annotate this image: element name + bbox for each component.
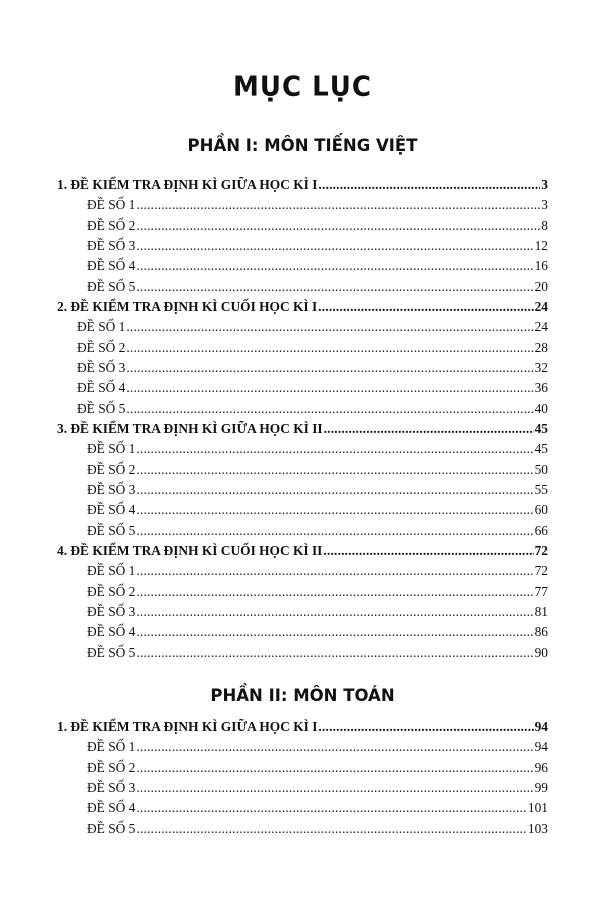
- page-number: 94: [534, 719, 548, 734]
- page-number: 55: [534, 481, 548, 497]
- toc-entry[interactable]: [57, 758, 548, 778]
- dot-leader: [126, 338, 533, 358]
- dot-leader: [136, 439, 533, 459]
- page-number: 32: [534, 359, 548, 375]
- page-number: 86: [534, 624, 548, 640]
- toc-entry[interactable]: [57, 521, 548, 541]
- entry-label: ĐỀ SỐ 1: [77, 319, 126, 335]
- entry-label: ĐỀ SỐ 4: [77, 380, 126, 396]
- toc-entry[interactable]: [57, 317, 548, 337]
- toc-entry[interactable]: [57, 338, 548, 358]
- dot-leader: [136, 758, 533, 778]
- dot-leader: [318, 717, 533, 737]
- page-number: 36: [534, 380, 548, 396]
- entry-label: ĐỀ SỐ 3: [87, 481, 136, 497]
- dot-leader: [136, 819, 527, 839]
- page-number: 20: [534, 278, 548, 294]
- dot-leader: [136, 277, 533, 297]
- dot-leader: [136, 195, 540, 215]
- entry-label: ĐỀ SỐ 3: [87, 237, 136, 253]
- entry-label: 1. ĐỀ KIỂM TRA ĐỊNH KÌ GIỮA HỌC KÌ I: [57, 177, 318, 192]
- toc-entry[interactable]: [57, 277, 548, 297]
- toc-entry[interactable]: [57, 358, 548, 378]
- dot-leader: [136, 216, 540, 236]
- page-number: 12: [534, 237, 548, 253]
- dot-leader: [136, 561, 533, 581]
- page-number: 96: [534, 759, 548, 775]
- toc-entry[interactable]: [57, 460, 548, 480]
- entry-label: ĐỀ SỐ 5: [87, 522, 136, 538]
- toc-section-entry[interactable]: [57, 297, 548, 317]
- dot-leader: [323, 541, 533, 561]
- toc-entry[interactable]: [57, 737, 548, 757]
- part-heading: PHẦN I: MÔN TIẾNG VIỆT: [187, 136, 418, 155]
- entry-label: ĐỀ SỐ 4: [87, 502, 136, 518]
- dot-leader: [136, 521, 533, 541]
- dot-leader: [136, 500, 533, 520]
- page-number: 40: [534, 400, 548, 416]
- entry-label: ĐỀ SỐ 1: [87, 563, 136, 579]
- page-number: 101: [527, 800, 548, 816]
- dot-leader: [136, 480, 533, 500]
- dot-leader: [136, 798, 527, 818]
- toc-entry[interactable]: [57, 236, 548, 256]
- toc-entry[interactable]: [57, 643, 548, 663]
- toc-entry[interactable]: [57, 778, 548, 798]
- page-number: 24: [534, 298, 548, 314]
- page-number: 77: [534, 583, 548, 599]
- toc-entry[interactable]: [57, 500, 548, 520]
- dot-leader: [136, 460, 533, 480]
- dot-leader: [324, 419, 534, 439]
- toc-part-1: [57, 175, 548, 663]
- page-number: 45: [534, 420, 548, 436]
- dot-leader: [136, 582, 533, 602]
- dot-leader: [136, 622, 533, 642]
- page-number: 45: [534, 441, 548, 457]
- entry-label: ĐỀ SỐ 2: [87, 217, 136, 233]
- entry-label: ĐỀ SỐ 5: [77, 400, 126, 416]
- toc-entry[interactable]: [57, 195, 548, 215]
- dot-leader: [136, 643, 533, 663]
- entry-label: ĐỀ SỐ 4: [87, 624, 136, 640]
- page-number: 16: [534, 258, 548, 274]
- entry-label: ĐỀ SỐ 5: [87, 820, 136, 836]
- entry-label: ĐỀ SỐ 3: [77, 359, 126, 375]
- entry-label: ĐỀ SỐ 2: [77, 339, 126, 355]
- toc-entry[interactable]: [57, 561, 548, 581]
- toc-section-entry[interactable]: [57, 717, 548, 737]
- dot-leader: [136, 737, 533, 757]
- page-number: 8: [541, 217, 548, 233]
- entry-label: ĐỀ SỐ 1: [87, 739, 136, 755]
- entry-label: 1. ĐỀ KIỂM TRA ĐỊNH KÌ GIỮA HỌC KÌ I: [57, 719, 318, 734]
- dot-leader: [136, 602, 533, 622]
- dot-leader: [126, 317, 533, 337]
- entry-label: ĐỀ SỐ 3: [87, 603, 136, 619]
- toc-entry[interactable]: [57, 622, 548, 642]
- entry-label: ĐỀ SỐ 1: [87, 197, 136, 213]
- entry-label: ĐỀ SỐ 2: [87, 759, 136, 775]
- toc-entry[interactable]: [57, 378, 548, 398]
- entry-label: ĐỀ SỐ 4: [87, 800, 136, 816]
- page-number: 28: [534, 339, 548, 355]
- dot-leader: [136, 256, 533, 276]
- entry-label: 3. ĐỀ KIỂM TRA ĐỊNH KÌ GIỮA HỌC KÌ II: [57, 420, 323, 436]
- page-number: 72: [534, 542, 548, 558]
- page-number: 90: [534, 644, 548, 660]
- toc-entry[interactable]: [57, 582, 548, 602]
- page-number: 94: [534, 739, 548, 755]
- page-number: 3: [541, 197, 548, 213]
- entry-label: ĐỀ SỐ 5: [87, 278, 136, 294]
- toc-section-entry[interactable]: [57, 541, 548, 561]
- page-number: 99: [534, 779, 548, 795]
- toc-entry[interactable]: [57, 480, 548, 500]
- toc-entry[interactable]: [57, 216, 548, 236]
- dot-leader: [126, 399, 533, 419]
- page-number: 103: [527, 820, 548, 836]
- dot-leader: [318, 175, 540, 195]
- toc-entry[interactable]: [57, 439, 548, 459]
- toc-entry[interactable]: [57, 602, 548, 622]
- part-heading: PHẦN II: MÔN TOÁN: [210, 686, 395, 705]
- page-number: 60: [534, 502, 548, 518]
- toc-entry[interactable]: [57, 399, 548, 419]
- page-number: 50: [534, 461, 548, 477]
- entry-label: 2. ĐỀ KIỂM TRA ĐỊNH KÌ CUỐI HỌC KÌ I: [57, 298, 318, 314]
- toc-entry[interactable]: [57, 819, 548, 839]
- entry-label: ĐỀ SỐ 2: [87, 461, 136, 477]
- dot-leader: [136, 236, 533, 256]
- entry-label: ĐỀ SỐ 4: [87, 258, 136, 274]
- page-title: MỤC LỤC: [233, 71, 372, 103]
- dot-leader: [126, 358, 533, 378]
- toc-section-entry[interactable]: [57, 175, 548, 195]
- dot-leader: [126, 378, 533, 398]
- entry-label: 4. ĐỀ KIỂM TRA ĐỊNH KÌ CUỐI HỌC KÌ II: [57, 542, 323, 558]
- toc-entry[interactable]: [57, 798, 548, 818]
- page-number: 66: [534, 522, 548, 538]
- page-number: 3: [541, 177, 548, 192]
- toc-part-2: [57, 717, 548, 839]
- entry-label: ĐỀ SỐ 2: [87, 583, 136, 599]
- page-number: 24: [534, 319, 548, 335]
- entry-label: ĐỀ SỐ 1: [87, 441, 136, 457]
- dot-leader: [136, 778, 533, 798]
- page-number: 81: [534, 603, 548, 619]
- toc-section-entry[interactable]: [57, 419, 548, 439]
- toc-entry[interactable]: [57, 256, 548, 276]
- dot-leader: [318, 297, 533, 317]
- entry-label: ĐỀ SỐ 5: [87, 644, 136, 660]
- entry-label: ĐỀ SỐ 3: [87, 779, 136, 795]
- page-number: 72: [534, 563, 548, 579]
